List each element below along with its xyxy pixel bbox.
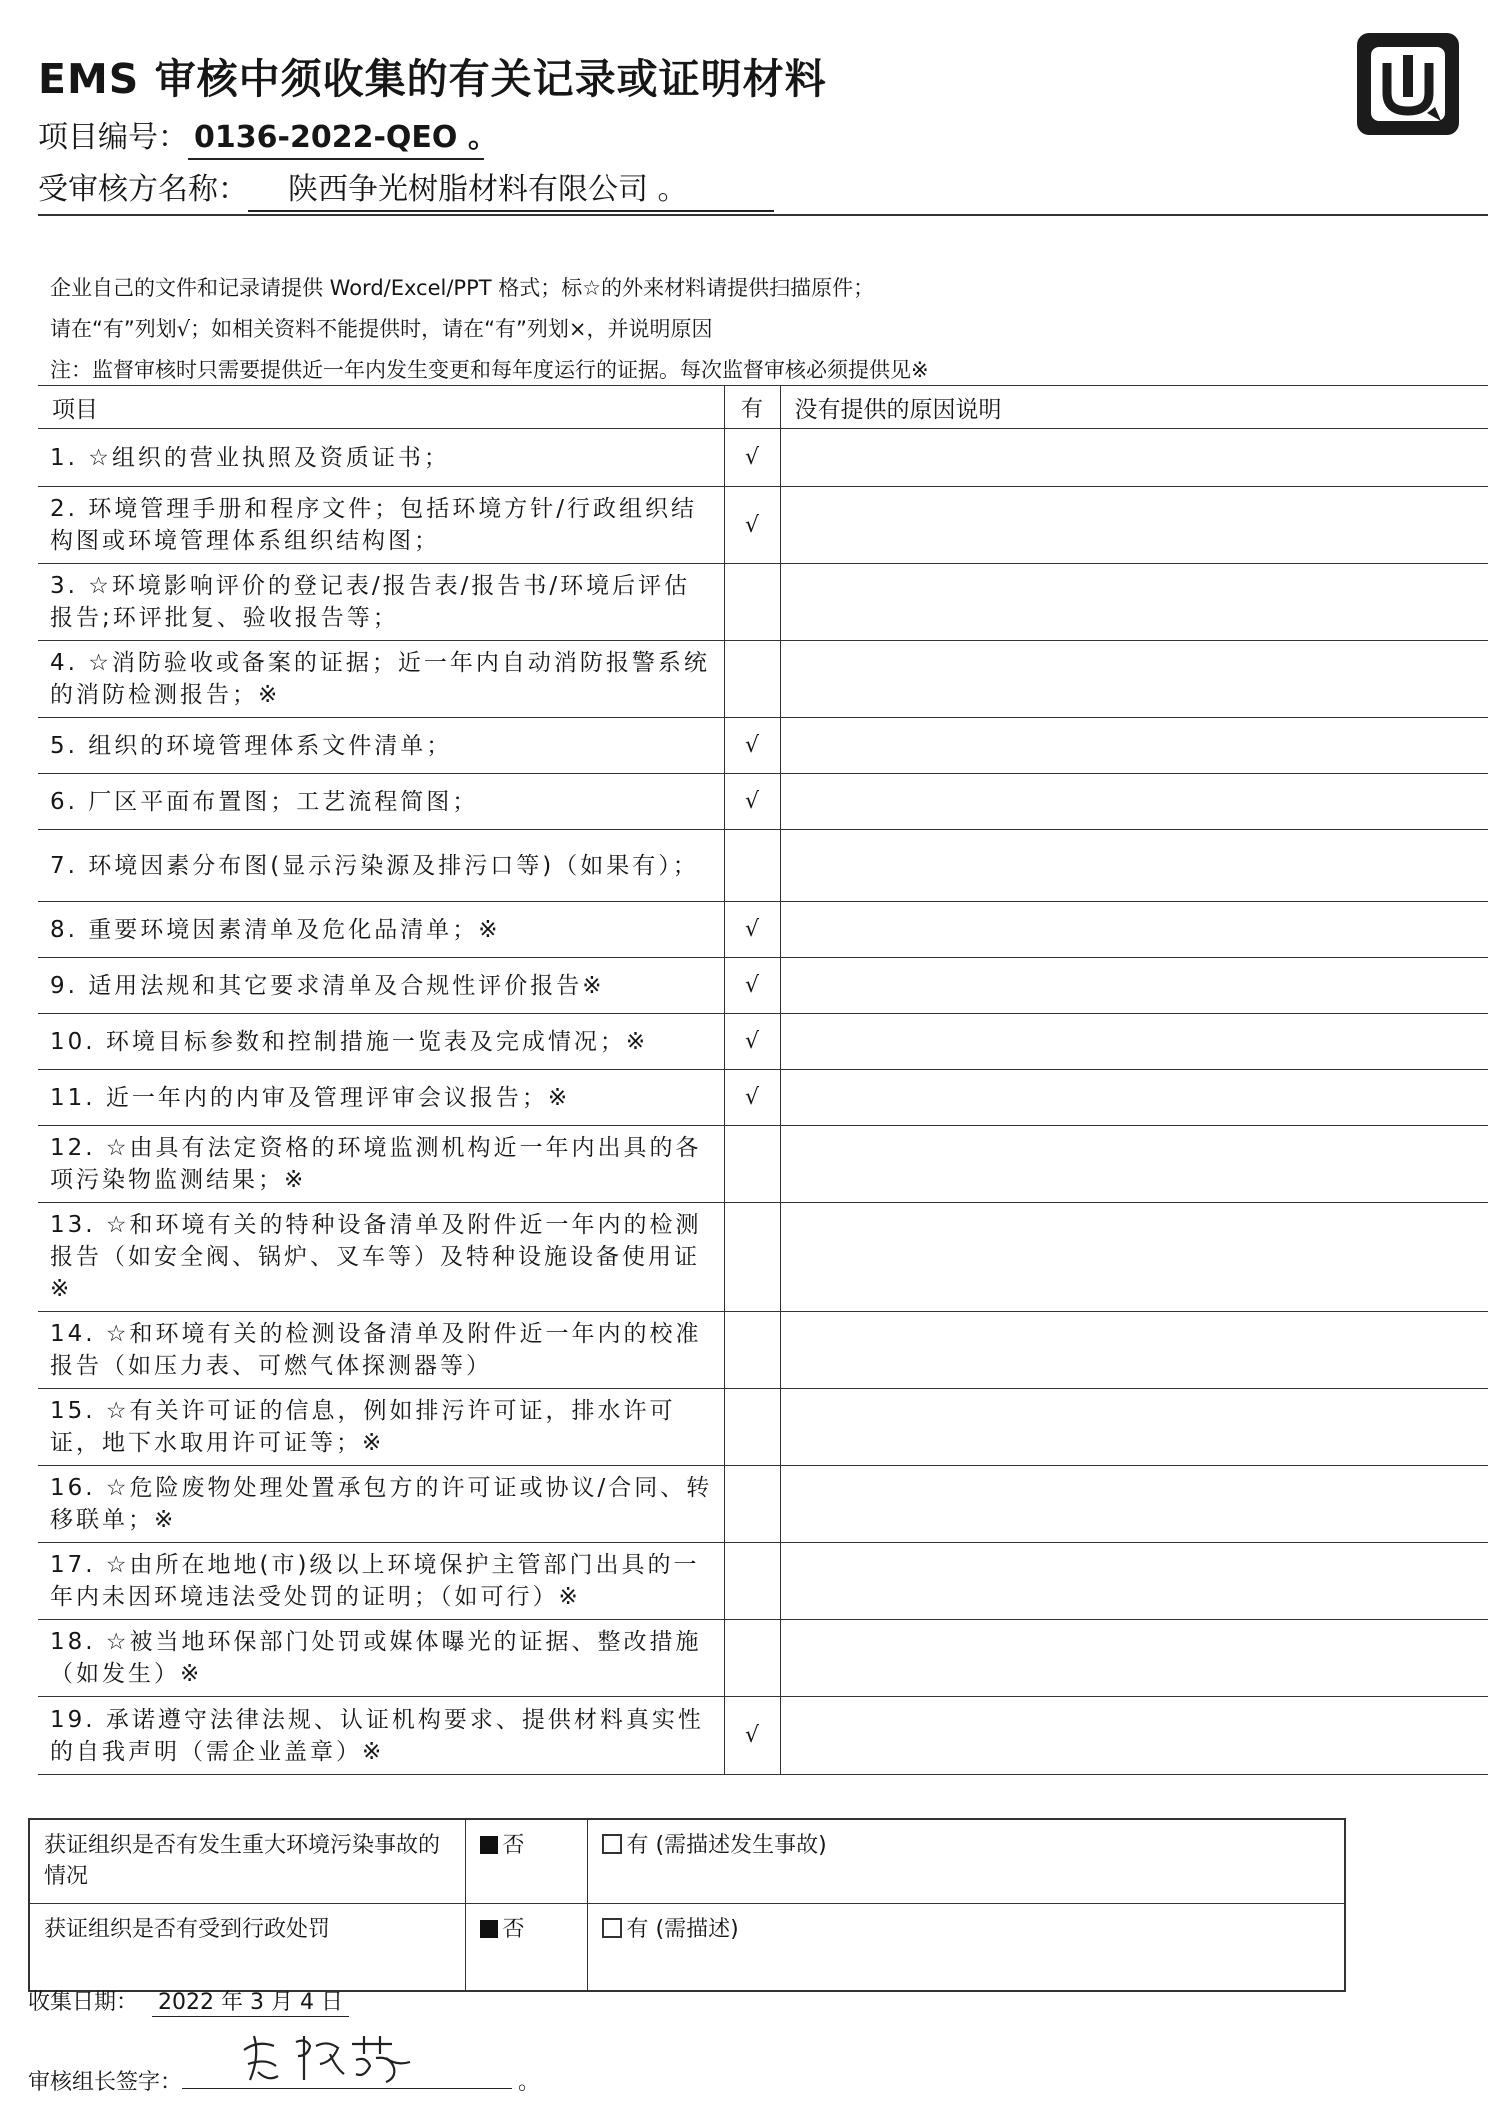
option-label: 有 (需描述) xyxy=(626,1916,739,1942)
note-line: 请在“有”列划√；如相关资料不能提供时，请在“有”列划×，并说明原因 xyxy=(50,317,713,341)
reason-cell[interactable] xyxy=(780,774,1488,830)
incident-question: 获证组织是否有发生重大环境污染事故的情况 xyxy=(29,1819,465,1903)
item-text: 9. 适用法规和其它要求清单及合规性评价报告※ xyxy=(38,958,724,1014)
table-row xyxy=(38,902,1488,958)
item-text: 17. ☆由所在地地(市)级以上环境保护主管部门出具的一年内未因环境违法受处罚的证明；（如可行）※ xyxy=(38,1543,724,1620)
item-text: 4. ☆消防验收或备案的证据；近一年内自动消防报警系统的消防检测报告；※ xyxy=(38,641,724,718)
reason-cell[interactable] xyxy=(780,718,1488,774)
checked-box-icon xyxy=(480,1836,498,1854)
reason-cell[interactable] xyxy=(780,1620,1488,1697)
table-header-row xyxy=(38,386,1488,429)
item-text: 2. 环境管理手册和程序文件；包括环境方针/行政组织结构图或环境管理体系组织结构图； xyxy=(38,487,724,564)
project-number-field xyxy=(38,112,498,160)
divider xyxy=(38,214,1488,216)
table-row xyxy=(38,1697,1488,1775)
incident-table xyxy=(28,1818,1346,1992)
handwritten-signature-icon xyxy=(234,2028,424,2088)
incident-yes-option[interactable] xyxy=(587,1903,1345,1991)
reason-cell[interactable] xyxy=(780,487,1488,564)
table-row xyxy=(38,718,1488,774)
item-text: 14. ☆和环境有关的检测设备清单及附件近一年内的校准报告（如压力表、可燃气体探测器等） xyxy=(38,1312,724,1389)
reason-cell[interactable] xyxy=(780,958,1488,1014)
table-row xyxy=(38,774,1488,830)
collection-date xyxy=(28,1985,349,2017)
item-text: 7. 环境因素分布图(显示污染源及排污口等)（如果有）； xyxy=(38,830,724,902)
item-text: 5. 组织的环境管理体系文件清单； xyxy=(38,718,724,774)
instructions xyxy=(50,268,1490,391)
incident-no-option[interactable] xyxy=(465,1903,587,1991)
has-check[interactable] xyxy=(724,1620,780,1697)
table-row xyxy=(38,1543,1488,1620)
table-row xyxy=(29,1819,1345,1903)
item-text: 6. 厂区平面布置图；工艺流程简图； xyxy=(38,774,724,830)
table-row xyxy=(38,958,1488,1014)
unchecked-box-icon xyxy=(602,1918,622,1938)
has-check[interactable]: √ xyxy=(724,718,780,774)
table-row xyxy=(38,1466,1488,1543)
reason-cell[interactable] xyxy=(780,1070,1488,1126)
table-row xyxy=(38,830,1488,902)
table-row xyxy=(38,429,1488,487)
checked-box-icon xyxy=(480,1920,498,1938)
has-check[interactable] xyxy=(724,641,780,718)
reason-cell[interactable] xyxy=(780,564,1488,641)
item-text: 13. ☆和环境有关的特种设备清单及附件近一年内的检测报告（如安全阀、锅炉、叉车等）及特种设施设备使用证※ xyxy=(38,1203,724,1312)
table-row xyxy=(38,1312,1488,1389)
table-row xyxy=(38,1203,1488,1312)
header-item: 项目 xyxy=(38,386,724,429)
incident-no-option[interactable] xyxy=(465,1819,587,1903)
reason-cell[interactable] xyxy=(780,1203,1488,1312)
incident-question: 获证组织是否有受到行政处罚 xyxy=(29,1903,465,1991)
has-check[interactable]: √ xyxy=(724,958,780,1014)
table-row xyxy=(38,487,1488,564)
table-row xyxy=(38,1389,1488,1466)
note-line: 注：监督审核时只需要提供近一年内发生变更和每年度运行的证据。每次监督审核必须提供见※ xyxy=(50,358,929,382)
auditee-label: 受审核方名称： xyxy=(38,172,248,207)
reason-cell[interactable] xyxy=(780,830,1488,902)
collection-date-value: 2022 年 3 月 4 日 xyxy=(152,1985,349,2017)
reason-cell[interactable] xyxy=(780,641,1488,718)
reason-cell[interactable] xyxy=(780,1543,1488,1620)
signature-line xyxy=(182,2062,512,2089)
leader-signature xyxy=(28,2062,540,2096)
has-check[interactable]: √ xyxy=(724,902,780,958)
item-text: 1. ☆组织的营业执照及资质证书； xyxy=(38,429,724,487)
has-check[interactable] xyxy=(724,1466,780,1543)
collection-date-label: 收集日期： xyxy=(28,1990,139,2015)
header-has: 有 xyxy=(724,386,780,429)
has-check[interactable]: √ xyxy=(724,1014,780,1070)
has-check[interactable] xyxy=(724,1312,780,1389)
table-row xyxy=(38,1070,1488,1126)
item-text: 3. ☆环境影响评价的登记表/报告表/报告书/环境后评估报告;环评批复、验收报告等； xyxy=(38,564,724,641)
logo-icon xyxy=(1357,33,1459,135)
has-check[interactable]: √ xyxy=(724,487,780,564)
item-text: 18. ☆被当地环保部门处罚或媒体曝光的证据、整改措施（如发生）※ xyxy=(38,1620,724,1697)
item-text: 12. ☆由具有法定资格的环境监测机构近一年内出具的各项污染物监测结果；※ xyxy=(38,1126,724,1203)
project-number-label: 项目编号： xyxy=(38,120,188,155)
has-check[interactable] xyxy=(724,1543,780,1620)
item-text: 16. ☆危险废物处理处置承包方的许可证或协议/合同、转移联单；※ xyxy=(38,1466,724,1543)
item-text: 10. 环境目标参数和控制措施一览表及完成情况；※ xyxy=(38,1014,724,1070)
table-row xyxy=(38,1014,1488,1070)
item-text: 8. 重要环境因素清单及危化品清单；※ xyxy=(38,902,724,958)
option-label: 否 xyxy=(502,1916,525,1942)
reason-cell[interactable] xyxy=(780,1126,1488,1203)
item-text: 11. 近一年内的内审及管理评审会议报告；※ xyxy=(38,1070,724,1126)
incident-yes-option[interactable] xyxy=(587,1819,1345,1903)
auditee-field xyxy=(38,164,774,212)
reason-cell[interactable] xyxy=(780,429,1488,487)
has-check[interactable]: √ xyxy=(724,429,780,487)
table-row xyxy=(38,1620,1488,1697)
has-check[interactable]: √ xyxy=(724,1697,780,1775)
header-reason: 没有提供的原因说明 xyxy=(780,386,1488,429)
has-check[interactable] xyxy=(724,1203,780,1312)
table-row xyxy=(29,1903,1345,1991)
reason-cell[interactable] xyxy=(780,1697,1488,1775)
table-row xyxy=(38,641,1488,718)
reason-cell[interactable] xyxy=(780,1014,1488,1070)
note-line: 企业自己的文件和记录请提供 Word/Excel/PPT 格式；标☆的外来材料请提供扫描原件； xyxy=(50,276,875,300)
item-text: 15. ☆有关许可证的信息，例如排污许可证，排水许可证，地下水取用许可证等；※ xyxy=(38,1389,724,1466)
has-check[interactable] xyxy=(724,830,780,902)
option-label: 否 xyxy=(502,1833,525,1858)
has-check[interactable] xyxy=(724,1126,780,1203)
signature-end: 。 xyxy=(518,2070,541,2095)
has-check[interactable]: √ xyxy=(724,1070,780,1126)
has-check[interactable] xyxy=(724,564,780,641)
reason-cell[interactable] xyxy=(780,1466,1488,1543)
unchecked-box-icon xyxy=(602,1834,622,1854)
table-row xyxy=(38,564,1488,641)
reason-cell[interactable] xyxy=(780,902,1488,958)
reason-cell[interactable] xyxy=(780,1389,1488,1466)
has-check[interactable] xyxy=(724,1389,780,1466)
project-number-value: 0136-2022-QEO 。 xyxy=(188,112,484,160)
table-row xyxy=(38,1126,1488,1203)
page-title: EMS 审核中须收集的有关记录或证明材料 xyxy=(38,55,827,103)
has-check[interactable]: √ xyxy=(724,774,780,830)
leader-signature-label: 审核组长签字： xyxy=(28,2070,183,2095)
materials-table xyxy=(38,385,1488,1775)
item-text: 19. 承诺遵守法律法规、认证机构要求、提供材料真实性的自我声明（需企业盖章）※ xyxy=(38,1697,724,1775)
auditee-value: 陕西争光树脂材料有限公司 。 xyxy=(248,164,774,212)
option-label: 有 (需描述发生事故) xyxy=(626,1833,827,1858)
logo-mark-icon xyxy=(1357,33,1459,135)
reason-cell[interactable] xyxy=(780,1312,1488,1389)
